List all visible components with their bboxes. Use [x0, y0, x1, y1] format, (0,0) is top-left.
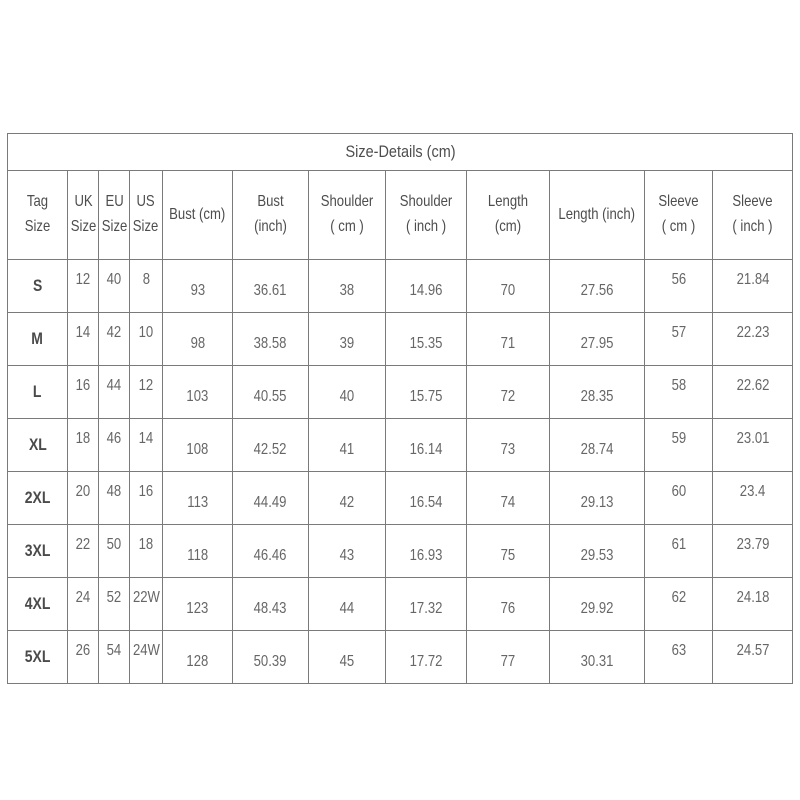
length-cm-value: 72 [500, 388, 516, 405]
bust-cm-header [163, 171, 233, 260]
shoulder-cm-value: 45 [339, 653, 355, 670]
us-size-header-label: US Size [133, 193, 159, 235]
shoulder-cm-cell [309, 366, 386, 419]
tag-size-cell [8, 366, 68, 419]
bust-cm-cell [163, 525, 233, 578]
eu-size-value: 44 [106, 377, 122, 394]
shoulder-inch-value: 15.75 [409, 388, 443, 405]
us-size-value: 24W [132, 642, 160, 659]
length-cm-cell [467, 578, 550, 631]
length-cm-value: 76 [500, 600, 516, 617]
bust-cm-cell [163, 260, 233, 313]
eu-size-cell [99, 366, 130, 419]
sleeve-inch-cell [713, 525, 793, 578]
eu-size-cell [99, 419, 130, 472]
eu-size-value: 52 [106, 589, 122, 606]
us-size-cell [130, 419, 163, 472]
length-inch-value: 29.92 [580, 600, 614, 617]
shoulder-inch-cell [386, 419, 467, 472]
length-inch-cell [550, 631, 645, 684]
length-cm-cell [467, 260, 550, 313]
shoulder-inch-header-label: Shoulder ( inch ) [399, 193, 453, 235]
eu-size-value: 40 [106, 271, 122, 288]
bust-inch-value: 46.46 [254, 547, 287, 564]
shoulder-cm-cell [309, 313, 386, 366]
uk-size-value: 20 [75, 483, 91, 500]
eu-size-cell [99, 313, 130, 366]
sleeve-cm-cell [645, 525, 713, 578]
shoulder-inch-value: 17.32 [409, 600, 443, 617]
uk-size-value: 12 [75, 271, 91, 288]
tag-size-value: 3XL [24, 541, 51, 560]
sleeve-inch-cell [713, 578, 793, 631]
bust-cm-cell [163, 578, 233, 631]
table-row [8, 366, 793, 419]
length-inch-cell [550, 472, 645, 525]
tag-size-value: M [31, 329, 44, 348]
sleeve-cm-cell [645, 631, 713, 684]
uk-size-cell [68, 419, 99, 472]
shoulder-cm-value: 39 [339, 335, 355, 352]
us-size-cell [130, 525, 163, 578]
tag-size-cell [8, 631, 68, 684]
uk-size-header-label: UK Size [70, 193, 97, 235]
us-size-value: 18 [138, 536, 154, 553]
table-body [8, 260, 793, 684]
us-size-value: 14 [138, 430, 154, 447]
sleeve-inch-cell [713, 472, 793, 525]
eu-size-cell [99, 525, 130, 578]
uk-size-value: 24 [75, 589, 91, 606]
eu-size-value: 42 [106, 324, 122, 341]
length-cm-value: 75 [500, 547, 516, 564]
uk-size-cell [68, 525, 99, 578]
uk-size-value: 26 [75, 642, 91, 659]
shoulder-cm-cell [309, 472, 386, 525]
length-cm-value: 77 [500, 653, 516, 670]
length-inch-value: 28.35 [580, 388, 614, 405]
bust-inch-header-label: Bust (inch) [254, 193, 287, 235]
tag-size-value: 4XL [24, 594, 51, 613]
bust-inch-cell [233, 260, 309, 313]
sleeve-inch-value: 23.79 [736, 536, 769, 553]
uk-size-header [68, 171, 99, 260]
sleeve-inch-cell [713, 366, 793, 419]
uk-size-cell [68, 472, 99, 525]
us-size-value: 10 [138, 324, 154, 341]
bust-inch-cell [233, 472, 309, 525]
uk-size-value: 14 [75, 324, 91, 341]
tag-size-cell [8, 419, 68, 472]
us-size-cell [130, 578, 163, 631]
sleeve-cm-header-label: Sleeve ( cm ) [658, 193, 699, 235]
shoulder-cm-value: 44 [339, 600, 355, 617]
length-cm-cell [467, 631, 550, 684]
sleeve-cm-value: 58 [671, 377, 686, 394]
shoulder-cm-cell [309, 525, 386, 578]
tag-size-cell [8, 525, 68, 578]
shoulder-cm-cell [309, 260, 386, 313]
shoulder-cm-header-label: Shoulder ( cm ) [320, 193, 374, 235]
tag-size-header [8, 171, 68, 260]
us-size-cell [130, 313, 163, 366]
bust-inch-value: 44.49 [254, 494, 287, 511]
sleeve-inch-value: 22.23 [736, 324, 769, 341]
eu-size-value: 54 [106, 642, 122, 659]
length-cm-header [467, 171, 550, 260]
sleeve-inch-value: 21.84 [736, 271, 769, 288]
table-row [8, 525, 793, 578]
bust-inch-value: 38.58 [254, 335, 287, 352]
length-cm-cell [467, 525, 550, 578]
uk-size-cell [68, 578, 99, 631]
tag-size-cell [8, 260, 68, 313]
sleeve-cm-cell [645, 366, 713, 419]
tag-size-cell [8, 578, 68, 631]
uk-size-cell [68, 260, 99, 313]
shoulder-inch-cell [386, 631, 467, 684]
sleeve-cm-cell [645, 578, 713, 631]
bust-cm-cell [163, 631, 233, 684]
length-cm-value: 73 [500, 441, 516, 458]
table-row [8, 631, 793, 684]
length-cm-value: 71 [500, 335, 516, 352]
sleeve-cm-value: 60 [671, 483, 686, 500]
sleeve-cm-value: 61 [671, 536, 686, 553]
tag-size-value: 2XL [24, 488, 51, 507]
bust-cm-header-label: Bust (cm) [169, 205, 226, 223]
bust-inch-cell [233, 578, 309, 631]
length-cm-cell [467, 472, 550, 525]
eu-size-cell [99, 578, 130, 631]
uk-size-cell [68, 313, 99, 366]
table-row [8, 472, 793, 525]
length-cm-cell [467, 419, 550, 472]
uk-size-cell [68, 631, 99, 684]
bust-inch-cell [233, 525, 309, 578]
length-cm-cell [467, 313, 550, 366]
us-size-value: 8 [142, 271, 150, 288]
length-inch-value: 29.53 [580, 547, 614, 564]
sleeve-inch-header-label: Sleeve ( inch ) [732, 193, 773, 235]
shoulder-inch-value: 16.93 [409, 547, 443, 564]
sleeve-inch-cell [713, 313, 793, 366]
size-details-table [7, 133, 793, 684]
eu-size-value: 50 [106, 536, 122, 553]
bust-cm-cell [163, 366, 233, 419]
table-row [8, 260, 793, 313]
bust-cm-value: 103 [186, 388, 209, 405]
sleeve-inch-value: 22.62 [736, 377, 769, 394]
shoulder-cm-value: 40 [339, 388, 355, 405]
bust-inch-header [233, 171, 309, 260]
bust-inch-value: 50.39 [254, 653, 287, 670]
shoulder-cm-value: 38 [339, 282, 355, 299]
sleeve-inch-value: 24.57 [736, 642, 769, 659]
bust-cm-cell [163, 313, 233, 366]
sleeve-cm-value: 62 [671, 589, 686, 606]
bust-cm-value: 123 [186, 600, 209, 617]
uk-size-value: 16 [75, 377, 91, 394]
length-cm-value: 74 [500, 494, 516, 511]
tag-size-cell [8, 472, 68, 525]
shoulder-cm-cell [309, 419, 386, 472]
sleeve-inch-value: 23.4 [739, 483, 766, 500]
shoulder-inch-value: 17.72 [409, 653, 443, 670]
sleeve-cm-cell [645, 472, 713, 525]
us-size-cell [130, 631, 163, 684]
sleeve-inch-cell [713, 419, 793, 472]
tag-size-value: 5XL [24, 647, 51, 666]
table-row [8, 419, 793, 472]
table-row [8, 578, 793, 631]
sleeve-inch-header [713, 171, 793, 260]
bust-inch-value: 42.52 [254, 441, 287, 458]
length-cm-cell [467, 366, 550, 419]
shoulder-inch-cell [386, 525, 467, 578]
sleeve-cm-cell [645, 260, 713, 313]
us-size-value: 22W [132, 589, 160, 606]
shoulder-cm-value: 41 [339, 441, 355, 458]
bust-inch-cell [233, 419, 309, 472]
header-row [8, 171, 793, 260]
length-inch-value: 27.56 [580, 282, 614, 299]
shoulder-inch-cell [386, 366, 467, 419]
sleeve-inch-cell [713, 260, 793, 313]
bust-inch-cell [233, 366, 309, 419]
sleeve-cm-value: 59 [671, 430, 686, 447]
bust-cm-value: 98 [190, 335, 205, 352]
eu-size-cell [99, 631, 130, 684]
us-size-header [130, 171, 163, 260]
length-inch-cell [550, 366, 645, 419]
eu-size-header [99, 171, 130, 260]
us-size-cell [130, 366, 163, 419]
length-inch-cell [550, 525, 645, 578]
shoulder-inch-cell [386, 472, 467, 525]
uk-size-value: 18 [75, 430, 91, 447]
bust-cm-value: 128 [186, 653, 209, 670]
shoulder-inch-value: 16.54 [409, 494, 443, 511]
bust-inch-cell [233, 313, 309, 366]
table-row [8, 313, 793, 366]
sleeve-inch-cell [713, 631, 793, 684]
bust-cm-cell [163, 419, 233, 472]
table-title: Size-Details (cm) [66, 134, 733, 171]
length-inch-value: 28.74 [580, 441, 614, 458]
sleeve-cm-value: 63 [671, 642, 686, 659]
length-inch-cell [550, 260, 645, 313]
eu-size-cell [99, 472, 130, 525]
shoulder-cm-cell [309, 631, 386, 684]
uk-size-value: 22 [75, 536, 91, 553]
bust-inch-value: 36.61 [254, 282, 287, 299]
shoulder-inch-header [386, 171, 467, 260]
tag-size-header-label: Tag Size [24, 193, 51, 235]
tag-size-value: XL [28, 435, 47, 454]
tag-size-cell [8, 313, 68, 366]
length-inch-value: 27.95 [580, 335, 614, 352]
bust-cm-cell [163, 472, 233, 525]
shoulder-cm-value: 42 [339, 494, 355, 511]
tag-size-value: L [33, 382, 42, 401]
bust-inch-cell [233, 631, 309, 684]
shoulder-cm-cell [309, 578, 386, 631]
sleeve-cm-cell [645, 313, 713, 366]
shoulder-inch-cell [386, 313, 467, 366]
tag-size-value: S [32, 276, 43, 295]
eu-size-header-label: EU Size [101, 193, 128, 235]
length-inch-value: 30.31 [580, 653, 614, 670]
bust-inch-value: 48.43 [254, 600, 287, 617]
us-size-value: 16 [138, 483, 154, 500]
sleeve-cm-header [645, 171, 713, 260]
length-inch-value: 29.13 [580, 494, 614, 511]
eu-size-cell [99, 260, 130, 313]
eu-size-value: 46 [106, 430, 122, 447]
sleeve-cm-value: 57 [671, 324, 686, 341]
shoulder-cm-value: 43 [339, 547, 355, 564]
shoulder-inch-value: 14.96 [409, 282, 443, 299]
sleeve-inch-value: 23.01 [736, 430, 769, 447]
shoulder-inch-cell [386, 260, 467, 313]
sleeve-inch-value: 24.18 [736, 589, 769, 606]
eu-size-value: 48 [106, 483, 122, 500]
bust-cm-value: 113 [187, 494, 208, 511]
length-inch-cell [550, 578, 645, 631]
bust-cm-value: 108 [186, 441, 209, 458]
length-cm-value: 70 [500, 282, 516, 299]
us-size-cell [130, 472, 163, 525]
sleeve-cm-value: 56 [671, 271, 686, 288]
length-inch-cell [550, 313, 645, 366]
length-inch-header [550, 171, 645, 260]
length-inch-header-label: Length (inch) [558, 205, 636, 223]
length-cm-header-label: Length (cm) [487, 193, 529, 235]
sleeve-cm-cell [645, 419, 713, 472]
shoulder-inch-value: 16.14 [409, 441, 443, 458]
bust-cm-value: 93 [190, 282, 205, 299]
bust-cm-value: 118 [187, 547, 208, 564]
uk-size-cell [68, 366, 99, 419]
shoulder-inch-value: 15.35 [409, 335, 443, 352]
shoulder-inch-cell [386, 578, 467, 631]
length-inch-cell [550, 419, 645, 472]
bust-inch-value: 40.55 [254, 388, 287, 405]
us-size-cell [130, 260, 163, 313]
shoulder-cm-header [309, 171, 386, 260]
us-size-value: 12 [138, 377, 154, 394]
